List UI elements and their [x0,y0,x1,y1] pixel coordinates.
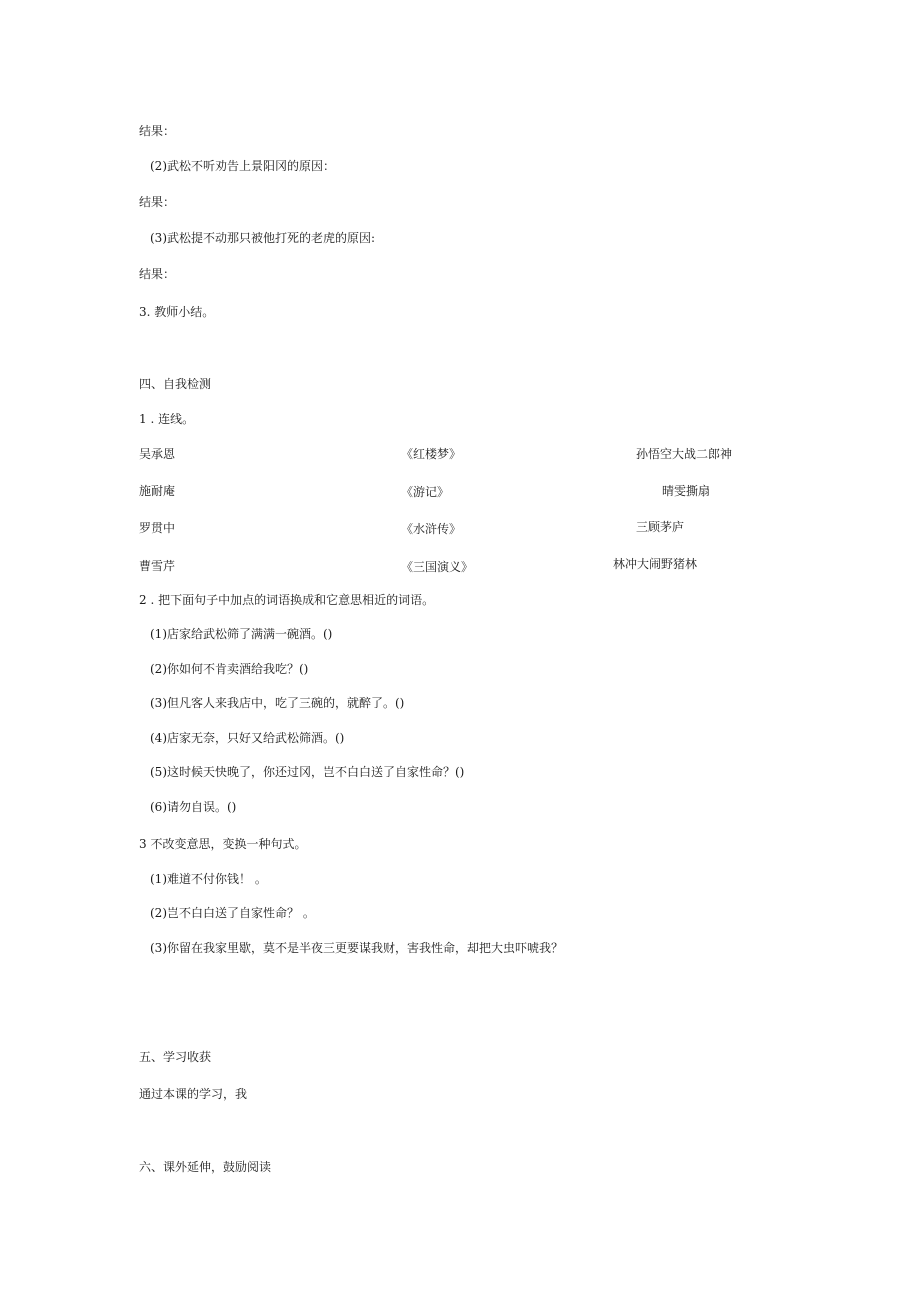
story-item: 孙悟空大战二郎神 [636,447,733,461]
exercise-3-title: 3 不改变意思，变换一种句式。 [139,837,307,851]
exercise-2-item: (2)你如何不肯卖酒给我吃？() [150,662,309,676]
book-item: 《游记》 [401,485,450,499]
section-6-title: 六、课外延伸，鼓励阅读 [139,1160,272,1174]
result-label-2: 结果： [139,195,176,209]
book-item: 《红楼梦》 [401,447,462,461]
section-4-title: 四、自我检测 [139,377,212,391]
story-item: 林冲大闹野猪林 [613,557,698,571]
exercise-2-item: (3)但凡客人来我店中，吃了三碗的，就醉了。() [150,696,405,710]
question-2: (2)武松不听劝告上景阳冈的原因： [150,159,335,173]
learning-gain-text: 通过本课的学习，我 [139,1087,248,1101]
author-item: 施耐庵 [139,484,176,498]
book-item: 《水浒传》 [401,522,462,536]
exercise-3-item: (2)岂不白白送了自家性命？ 。 [150,906,315,920]
book-item: 《三国演义》 [401,560,474,574]
result-label-3: 结果： [139,267,176,281]
story-item: 晴雯撕扇 [662,484,711,498]
author-item: 吴承恩 [139,447,176,461]
exercise-2-item: (4)店家无奈，只好又给武松筛酒。() [150,731,345,745]
result-label-1: 结果： [139,124,176,138]
story-item: 三顾茅庐 [636,520,685,534]
exercise-2-item: (1)店家给武松筛了满满一碗酒。() [150,627,333,641]
question-3: (3)武松提不动那只被他打死的老虎的原因: [150,231,376,245]
exercise-2-item: (6)请勿自误。() [150,800,237,814]
exercise-3-item: (1)难道不付你钱！ 。 [150,872,267,886]
exercise-2-item: (5)这时候天快晚了，你还过冈，岂不白白送了自家性命？() [150,765,465,779]
exercise-3-item: (3)你留在我家里歇，莫不是半夜三更要谋我财，害我性命，却把大虫吓唬我？ [150,941,564,955]
author-item: 曹雪芹 [139,559,176,573]
exercise-2-title: 2 . 把下面句子中加点的词语换成和它意思相近的词语。 [139,593,435,607]
exercise-1-title: 1 . 连线。 [139,412,195,426]
author-item: 罗贯中 [139,521,176,535]
section-5-title: 五、学习收获 [139,1050,212,1064]
teacher-summary: 3. 教师小结。 [139,305,215,319]
